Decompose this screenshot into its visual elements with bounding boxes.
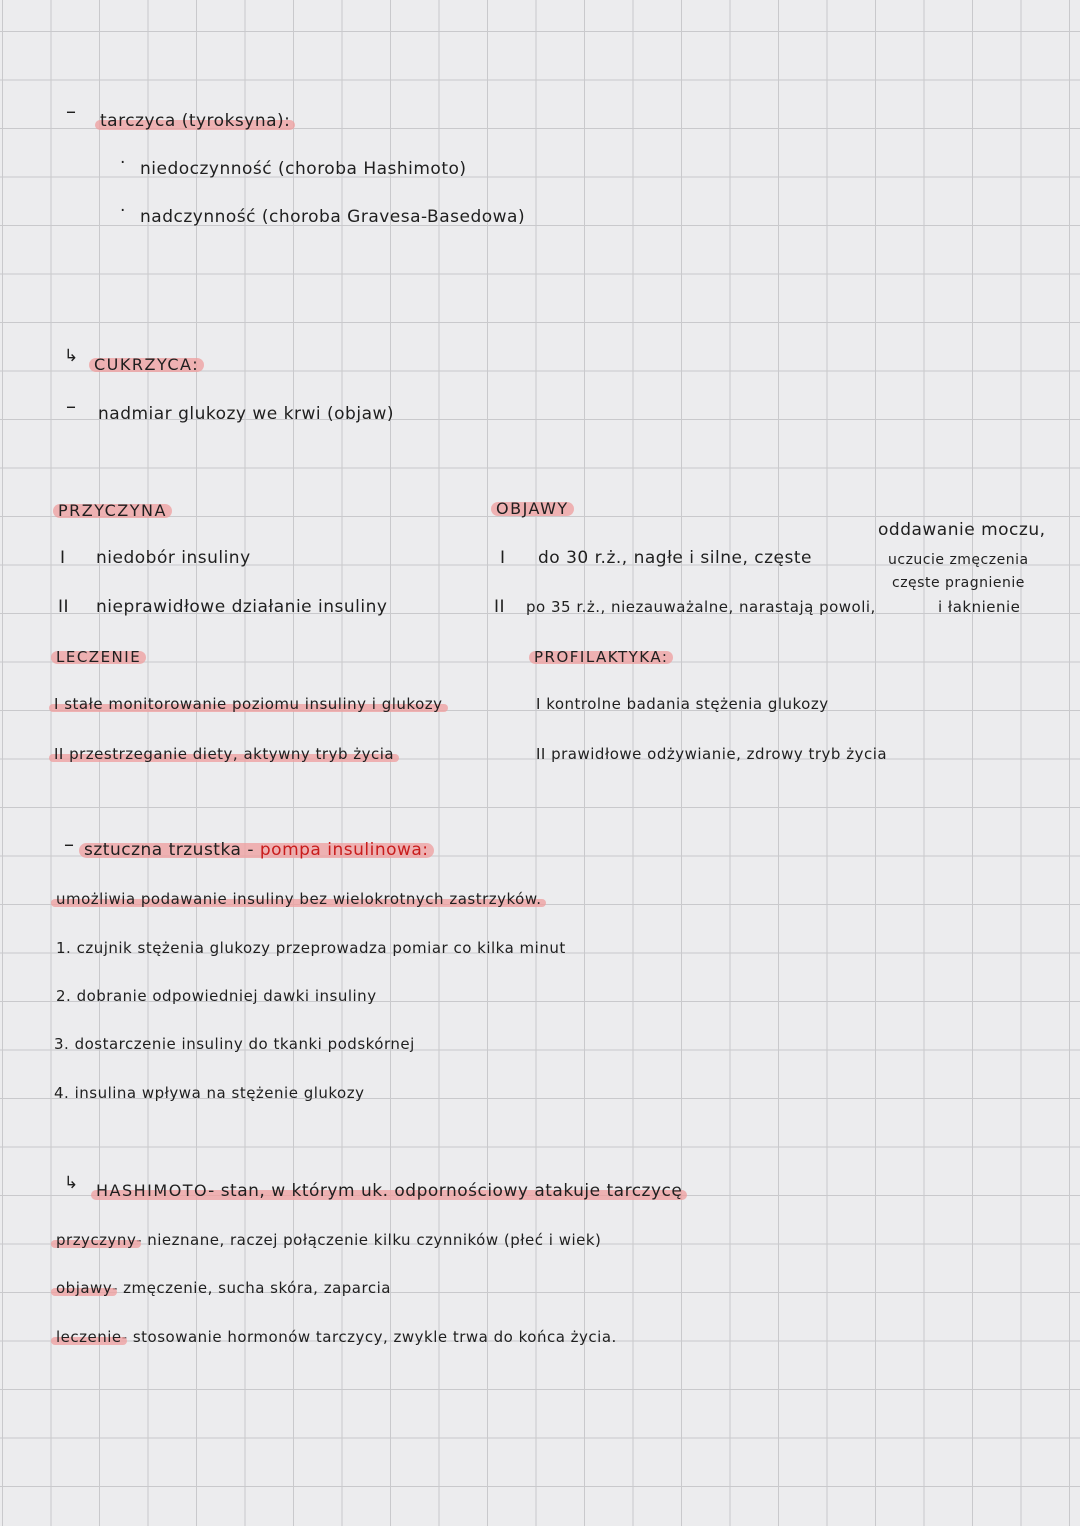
thyroid-heading: tarczyca (tyroksyna):: [100, 111, 291, 131]
treatment-label: leczenie: [56, 1328, 122, 1346]
treatment-heading: LECZENIE: [56, 648, 142, 666]
thyroid-item-hyper: nadczynność (choroba Gravesa-Basedowa): [140, 207, 526, 227]
pump-subtitle: umożliwia podawanie insuliny bez wielokrotnych zastrzyków.: [56, 890, 542, 908]
treatment-item-1: I stałe monitorowanie poziomu insuliny i glukozy: [54, 695, 443, 713]
prevention-item-2: II prawidłowe odżywianie, zdrowy tryb życia: [536, 745, 888, 763]
thyroid-item-hypo: niedoczynność (choroba Hashimoto): [140, 159, 467, 179]
diabetes-heading: CUKRZYCA:: [94, 355, 200, 374]
pump-step-2: 2. dobranie odpowiedniej dawki insuliny: [56, 987, 377, 1005]
symptoms-note-4: i łaknienie: [938, 598, 1021, 616]
causes-label: przyczyny: [56, 1231, 137, 1249]
symptoms-note-1: oddawanie moczu,: [878, 520, 1046, 540]
treatment-item-2: II przestrzeganie diety, aktywny tryb życia: [54, 745, 395, 763]
causes-heading: PRZYCZYNA: [58, 501, 167, 520]
hashimoto-treatment: leczenie- stosowanie hormonów tarczycy, zwykle trwa do końca życia.: [56, 1328, 617, 1346]
symptoms-item-2: po 35 r.ż., niezauważalne, narastają powoli,: [526, 598, 876, 616]
dash-marker: –: [66, 99, 77, 123]
symptoms-num-2: II: [494, 597, 506, 617]
prevention-heading: PROFILAKTYKA:: [534, 648, 669, 666]
symptoms-label: objawy: [56, 1279, 112, 1297]
pump-heading-accent: pompa insulinowa:: [259, 840, 429, 860]
pump-step-3: 3. dostarczenie insuliny do tkanki podskórnej: [54, 1035, 415, 1053]
arrow-marker: ↳: [64, 1173, 79, 1193]
dash-marker: –: [66, 394, 77, 418]
pump-step-1: 1. czujnik stężenia glukozy przeprowadza pomiar co kilka minut: [56, 939, 566, 957]
hashimoto-symptoms: objawy- zmęczenie, sucha skóra, zaparcia: [56, 1279, 391, 1297]
hashimoto-causes: przyczyny- nieznane, raczej połączenie kilku czynników (płeć i wiek): [56, 1231, 602, 1249]
hashimoto-definition: - stan, w którym uk. odpornościowy atakuje tarczycę: [208, 1181, 683, 1201]
symptoms-num-1: I: [500, 548, 506, 568]
bullet: ·: [120, 201, 126, 221]
bullet: ·: [120, 153, 126, 173]
arrow-marker: ↳: [64, 346, 79, 366]
causes-item-2: nieprawidłowe działanie insuliny: [96, 597, 388, 617]
causes-num-1: I: [60, 548, 66, 568]
symptoms-note-3: częste pragnienie: [892, 575, 1025, 591]
hashimoto-heading: HASHIMOTO- stan, w którym uk. odpornościowy atakuje tarczycę: [96, 1181, 683, 1201]
prevention-item-1: I kontrolne badania stężenia glukozy: [536, 695, 829, 713]
causes-item-1: niedobór insuliny: [96, 548, 251, 568]
pump-heading: sztuczna trzustka - pompa insulinowa:: [84, 840, 429, 860]
causes-num-2: II: [58, 597, 70, 617]
symptoms-item-1: do 30 r.ż., nagłe i silne, częste: [538, 548, 812, 568]
dash-marker: –: [64, 832, 75, 856]
symptoms-heading: OBJAWY: [496, 499, 569, 518]
symptoms-note-2: uczucie zmęczenia: [888, 552, 1029, 568]
pump-step-4: 4. insulina wpływa na stężenie glukozy: [54, 1084, 365, 1102]
diabetes-definition: nadmiar glukozy we krwi (objaw): [98, 404, 395, 424]
